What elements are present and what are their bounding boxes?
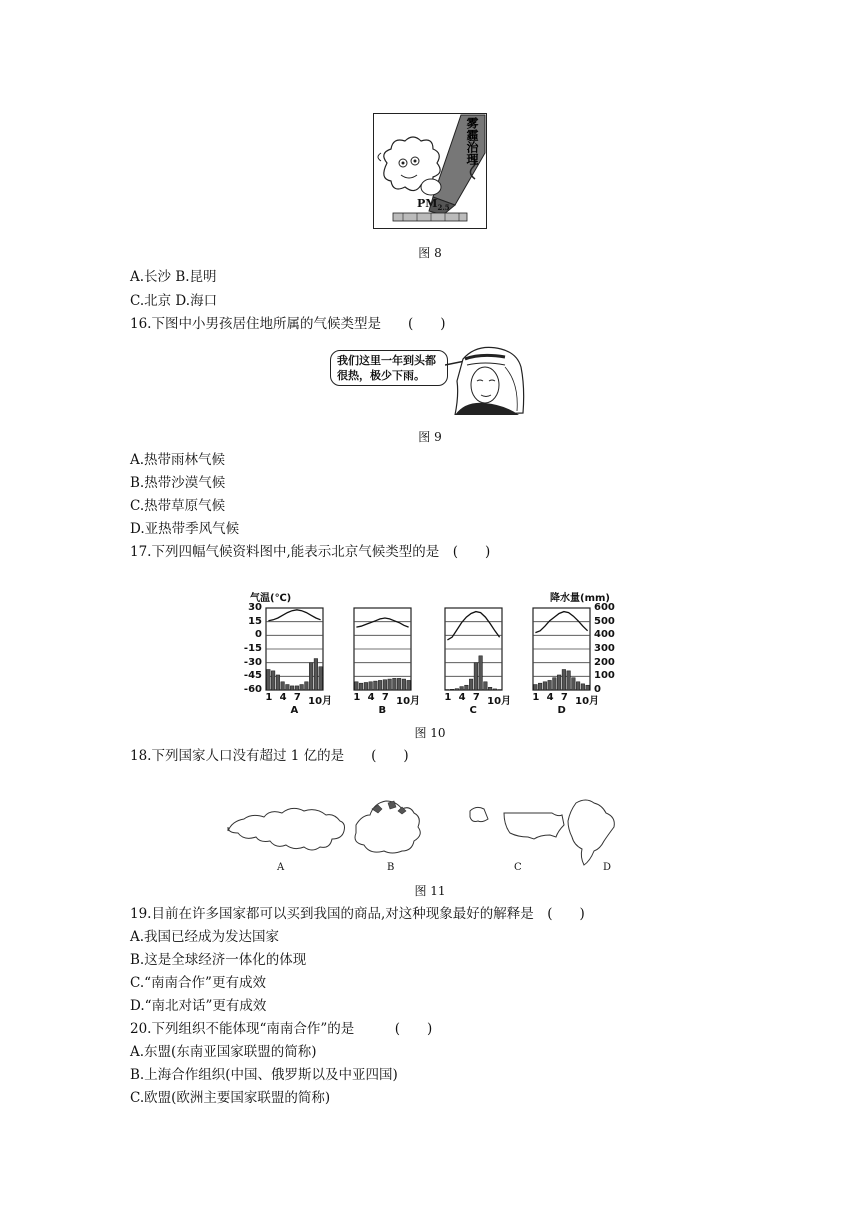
temperature-line-D bbox=[535, 612, 587, 633]
q16-question: 16.下图中小男孩居住地所属的气候类型是 ( ) bbox=[130, 316, 446, 332]
right-tick-label: 200 bbox=[594, 656, 615, 668]
precip-bar-A-6 bbox=[290, 686, 294, 690]
panel-label-B: B bbox=[378, 705, 387, 716]
q16-option-a: A.热带雨林气候 bbox=[130, 452, 226, 468]
q19-option-a: A.我国已经成为发达国家 bbox=[130, 929, 280, 945]
precip-bar-A-7 bbox=[295, 686, 299, 690]
x-tick-label: 7 bbox=[472, 692, 480, 703]
q16-option-d: D.亚热带季风气候 bbox=[130, 521, 240, 537]
boy-in-headscarf-icon bbox=[445, 345, 533, 415]
canada-outline bbox=[355, 801, 420, 853]
panel-frame-B bbox=[354, 608, 411, 690]
right-axis-title: 降水量(mm) bbox=[550, 593, 610, 604]
q20-option-a: A.东盟(东南亚国家联盟的简称) bbox=[130, 1044, 317, 1060]
q17-question: 17.下列四幅气候资料图中,能表示北京气候类型的是 ( ) bbox=[130, 544, 491, 560]
fig10-caption: 图 10 bbox=[414, 726, 446, 740]
precip-bar-D-4 bbox=[548, 680, 552, 690]
q15-option-line-2: C.北京 D.海口 bbox=[130, 293, 218, 309]
x-tick-label: 7 bbox=[293, 692, 301, 703]
q18-question: 18.下列国家人口没有超过 1 亿的是 ( ) bbox=[130, 748, 409, 764]
right-tick-label: 0 bbox=[594, 684, 601, 695]
left-tick-label: -45 bbox=[243, 670, 262, 682]
left-tick-label: 15 bbox=[248, 615, 262, 627]
precip-bar-A-4 bbox=[281, 682, 285, 690]
q20-option-b: B.上海合作组织(中国、俄罗斯以及中亚四国) bbox=[130, 1067, 398, 1083]
q16-option-c: C.热带草原气候 bbox=[130, 498, 226, 514]
x-tick-label: 1 bbox=[353, 692, 361, 703]
right-tick-label: 100 bbox=[594, 670, 615, 682]
precip-bar-B-10 bbox=[397, 678, 401, 690]
precip-bar-A-11 bbox=[314, 659, 318, 690]
x-tick-label: 4 bbox=[458, 692, 466, 703]
precip-bar-C-9 bbox=[484, 682, 488, 690]
map-label-c: C bbox=[514, 862, 522, 873]
q20-option-c: C.欧盟(欧洲主要国家联盟的简称) bbox=[130, 1090, 331, 1106]
precip-bar-D-9 bbox=[572, 678, 576, 690]
fig11-caption: 图 11 bbox=[414, 884, 446, 898]
left-tick-label: 30 bbox=[248, 602, 262, 613]
country-outlines bbox=[222, 795, 652, 875]
precip-bar-C-8 bbox=[479, 656, 483, 690]
precip-bar-D-11 bbox=[581, 684, 585, 690]
left-tick-label: -15 bbox=[243, 643, 262, 654]
precip-bar-D-3 bbox=[543, 682, 547, 690]
precip-bar-C-10 bbox=[488, 687, 492, 690]
precip-bar-A-5 bbox=[286, 685, 290, 690]
precip-bar-B-4 bbox=[369, 682, 373, 690]
right-tick-label: 500 bbox=[594, 615, 615, 627]
precip-bar-A-8 bbox=[300, 685, 304, 690]
precip-bar-A-2 bbox=[271, 671, 275, 690]
precip-bar-B-8 bbox=[388, 679, 392, 690]
x-tick-label: 1 bbox=[444, 692, 452, 703]
precip-bar-D-5 bbox=[553, 678, 557, 690]
precip-bar-D-8 bbox=[567, 671, 571, 690]
precip-bar-A-3 bbox=[276, 675, 280, 690]
alaska-outline bbox=[470, 807, 488, 821]
precip-bar-A-9 bbox=[305, 682, 309, 690]
precip-bar-B-5 bbox=[374, 681, 378, 690]
q20-question: 20.下列组织不能体现“南南合作”的是 ( ) bbox=[130, 1021, 433, 1037]
precip-bar-C-6 bbox=[469, 679, 473, 690]
x-tick-label: 10月 bbox=[308, 696, 333, 707]
precip-bar-C-7 bbox=[474, 663, 478, 690]
panel-frame-D bbox=[533, 608, 590, 690]
usa-outline bbox=[504, 813, 564, 839]
x-tick-label: 7 bbox=[381, 692, 389, 703]
right-tick-label: 600 bbox=[594, 602, 615, 613]
fig8-caption: 图 8 bbox=[418, 246, 442, 260]
panel-frame-C bbox=[445, 608, 502, 690]
precip-bar-B-1 bbox=[355, 682, 359, 690]
q19-option-b: B.这是全球经济一体化的体现 bbox=[130, 952, 307, 968]
precip-bar-D-1 bbox=[534, 685, 538, 690]
precip-bar-B-11 bbox=[402, 679, 406, 690]
bubble-line-2: 很热，极少下雨。 bbox=[337, 369, 425, 382]
precip-bar-D-10 bbox=[576, 682, 580, 690]
russia-outline bbox=[228, 808, 345, 850]
x-tick-label: 4 bbox=[279, 692, 287, 703]
fig9-boy-illustration bbox=[445, 345, 533, 415]
q19-question: 19.目前在许多国家都可以买到我国的商品,对这种现象最好的解释是 ( ) bbox=[130, 906, 585, 922]
temperature-line-B bbox=[356, 618, 408, 627]
q16-option-b: B.热带沙漠气候 bbox=[130, 475, 226, 491]
precip-bar-C-3 bbox=[455, 689, 459, 690]
temperature-line-C bbox=[447, 612, 499, 640]
map-label-d: D bbox=[603, 862, 612, 873]
panel-frame-A bbox=[266, 608, 323, 690]
q19-option-d: D.“南北对话”更有成效 bbox=[130, 998, 267, 1014]
x-tick-label: 1 bbox=[265, 692, 273, 703]
precip-bar-B-12 bbox=[407, 680, 411, 690]
left-axis-title: 气温(℃) bbox=[250, 593, 292, 604]
fig8-cartoon bbox=[373, 113, 487, 229]
precip-bar-D-7 bbox=[562, 670, 566, 691]
fig9-caption: 图 9 bbox=[418, 430, 442, 444]
precip-bar-B-7 bbox=[383, 680, 387, 690]
temperature-line-A bbox=[268, 610, 320, 621]
left-tick-label: -60 bbox=[243, 684, 262, 695]
q19-option-c: C.“南南合作”更有成效 bbox=[130, 975, 266, 991]
right-tick-label: 300 bbox=[594, 643, 615, 654]
precip-bar-C-2 bbox=[450, 689, 454, 690]
precip-bar-C-4 bbox=[460, 687, 464, 690]
map-label-a: A bbox=[277, 862, 285, 873]
precip-bar-D-12 bbox=[586, 685, 590, 690]
precip-bar-D-2 bbox=[538, 683, 542, 690]
panel-label-D: D bbox=[557, 705, 566, 716]
x-tick-label: 10月 bbox=[396, 696, 421, 707]
precip-bar-A-1 bbox=[267, 670, 271, 691]
x-tick-label: 4 bbox=[367, 692, 375, 703]
x-tick-label: 7 bbox=[560, 692, 568, 703]
precip-bar-A-10 bbox=[309, 663, 313, 690]
precip-bar-B-3 bbox=[364, 682, 368, 690]
right-tick-label: 400 bbox=[594, 629, 615, 641]
precip-bar-C-11 bbox=[493, 689, 497, 690]
x-tick-label: 1 bbox=[532, 692, 540, 703]
precip-bar-D-6 bbox=[557, 675, 561, 690]
left-tick-label: -30 bbox=[243, 656, 262, 668]
brazil-outline bbox=[568, 800, 614, 865]
precip-bar-C-5 bbox=[465, 685, 469, 690]
speech-bubble bbox=[330, 350, 448, 386]
bubble-line-1: 我们这里一年到头都 bbox=[337, 354, 436, 367]
panel-label-A: A bbox=[290, 705, 299, 716]
panel-label-C: C bbox=[469, 705, 477, 716]
precip-bar-B-2 bbox=[359, 683, 363, 690]
q15-option-line-1: A.长沙 B.昆明 bbox=[130, 269, 217, 285]
pm25-label: $PM_{2.5}$ bbox=[417, 197, 450, 213]
precip-bar-B-9 bbox=[393, 678, 397, 690]
left-tick-label: 0 bbox=[255, 629, 262, 641]
x-tick-label: 4 bbox=[546, 692, 554, 703]
precip-bar-B-6 bbox=[378, 680, 382, 690]
x-tick-label: 10月 bbox=[487, 696, 512, 707]
map-label-b: B bbox=[387, 862, 395, 873]
banner-text: 雾霾治理 bbox=[465, 117, 479, 165]
precip-bar-A-12 bbox=[319, 667, 323, 690]
x-tick-label: 10月 bbox=[575, 696, 600, 707]
